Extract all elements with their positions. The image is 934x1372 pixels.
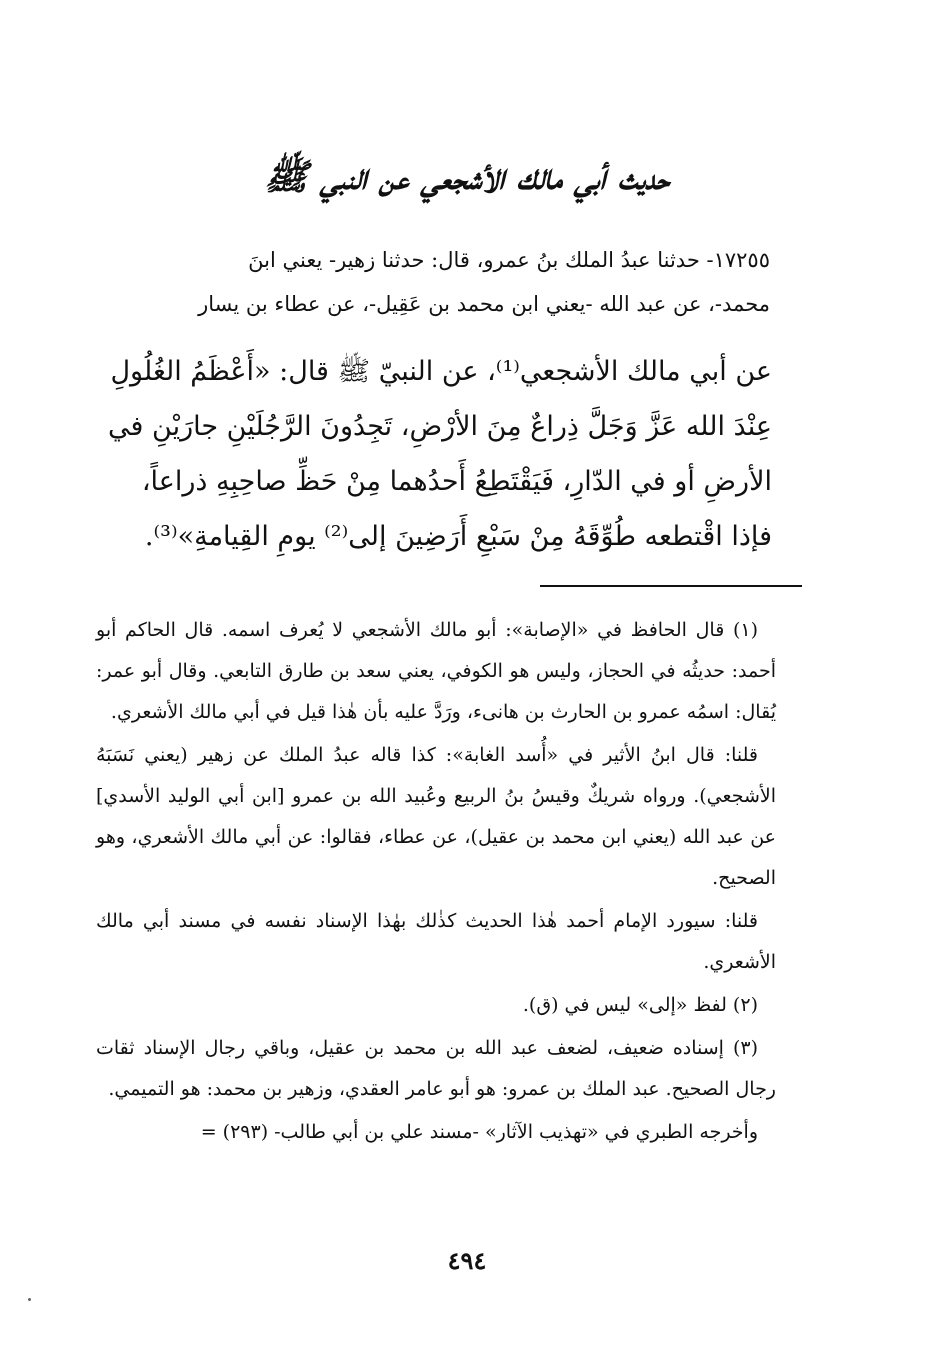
matn-line: فإذا اقْتطعه طُوِّقَهُ مِنْ سَبْعِ أَرَضِينَ إلى⁽²⁾ يومِ القِيامةِ»⁽³⁾. (144, 521, 772, 552)
footnote-3-paragraph: وأخرجه الطبري في «تهذيب الآثار» -مسند علي بن أبي طالب- (٢٩٣) = (200, 1121, 758, 1143)
page-number: ٤٩٤ (447, 1246, 487, 1275)
isnad-line: ١٧٢٥٥- حدثنا عبدُ الملك بنُ عمرو، قال: حدثنا زهير- يعني ابنَ (248, 248, 770, 272)
footnote-1-paragraph: قلنا: سيورد الإمام أحمد هٰذا الحديث كذٰلك بهٰذا الإسناد نفسه في مسند أبي مالك الأشعري. (96, 910, 776, 973)
footnote-1-paragraph: قلنا: قال ابنُ الأثير في «أُسد الغابة»: كذا قاله عبدُ الملك عن زهير (يعني نَسَبَهُ الأشجعي). ورواه شريكٌ وقيسُ بنُ الربيع وعُبيد الله بن عمرو [ابن أبي الوليد الأسدي] عن عبد الله (يعني ابن محمد بن عقيل)، عن عطاء، فقالوا: عن أبي مالك الأشعري، وهو الصحيح. (96, 744, 776, 889)
isnad-line: محمد-، عن عبد الله -يعني ابن محمد بن عَقِيل-، عن عطاء بن يسار (198, 292, 770, 316)
scan-speck (28, 1298, 31, 1301)
matn-line: عِنْدَ الله عَزَّ وَجَلَّ ذِراعٌ مِنَ الأرْضِ، تَجِدُونَ الرَّجُلَيْنِ جارَيْنِ في (108, 411, 772, 442)
hadith-text (100, 344, 772, 564)
hadith-isnad (100, 238, 770, 326)
footnote-1: (١) قال الحافظ في «الإصابة»: أبو مالك الأشجعي لا يُعرف اسمه. قال الحاكم أبو أحمد: حديثُه في الحجاز، وليس هو الكوفي، يعني سعد بن طارق التابعي. وقال أبو عمر: يُقال: اسمُه عمرو بن الحارث بن هانىء، ورَدَّ عليه بأن هٰذا قيل في أبي مالك الأشعري. (96, 619, 776, 723)
footnote-separator (540, 585, 802, 587)
footnote-2: (٢) لفظ «إلى» ليس في (ق). (522, 994, 758, 1016)
matn-line: الأرضِ أو في الدّارِ، فَيَقْتَطِعُ أَحدُهما مِنْ حَظِّ صاحِبِهِ ذراعاً، (141, 466, 772, 497)
footnote-3: (٣) إسناده ضعيف، لضعف عبد الله بن محمد بن عقيل، وباقي رجال الإسناد ثقات رجال الصحيح. عبد الملك بن عمرو: هو أبو عامر العقدي، وزهير بن محمد: هو التميمي. (96, 1037, 776, 1100)
matn-line: عن أبي مالك الأشجعي⁽¹⁾، عن النبيّ ﷺ قال: «أَعْظَمُ الغُلُولِ (110, 356, 772, 387)
footnotes (96, 610, 776, 1155)
chapter-heading: حديث أبي مالك الأشجعي عن النبي ﷺ (264, 157, 670, 198)
